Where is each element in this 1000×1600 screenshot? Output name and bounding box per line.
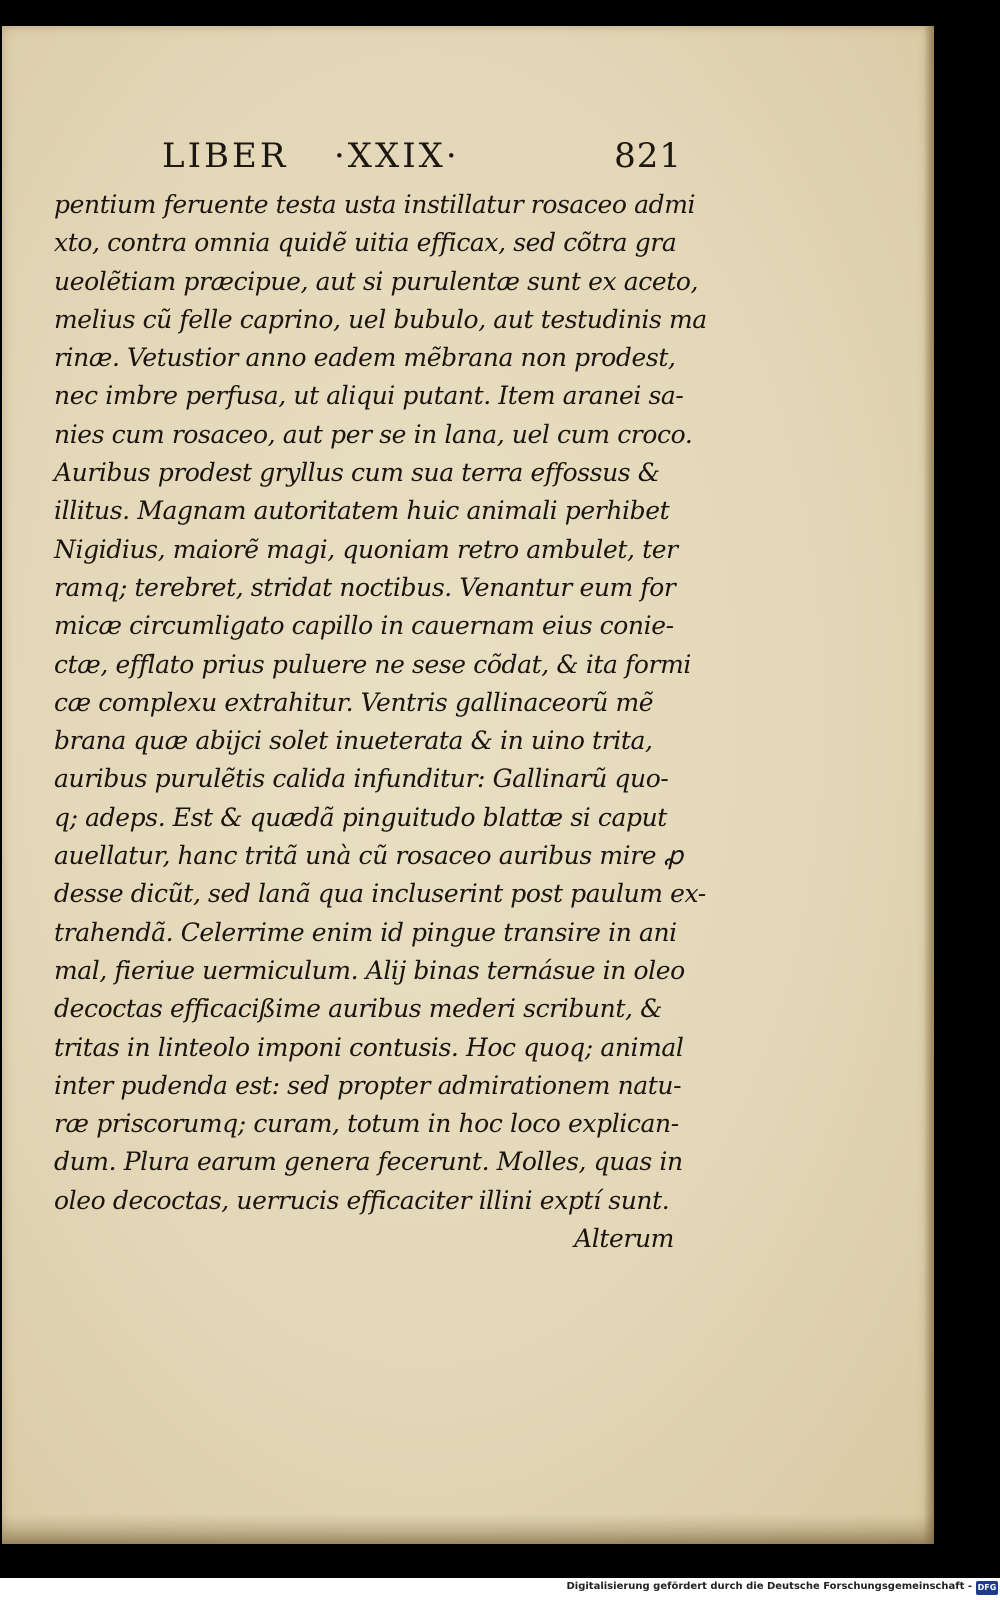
text-line: decoctas efficacißime auribus mederi scribunt, &: [54, 994, 662, 1024]
text-line: melius cũ felle caprino, uel bubulo, aut testudinis ma: [54, 304, 707, 334]
text-line: Nigidius, maiorẽ magi, quoniam retro ambulet, ter: [54, 534, 678, 564]
text-line: cæ complexu extrahitur. Ventris gallinaceorũ mẽ: [54, 687, 654, 717]
text-line: auellatur, hanc tritã unà cũ rosaceo auribus mire ꝓ: [54, 841, 683, 871]
text-line: micæ circumligato capillo in cauernam eius conie-: [54, 611, 674, 641]
text-line: Auribus prodest gryllus cum sua terra effossus &: [54, 458, 660, 488]
text-line: tritas in linteolo imponi contusis. Hoc quoq; animal: [54, 1032, 684, 1062]
text-line: nies cum rosaceo, aut per se in lana, uel cum croco.: [54, 419, 693, 449]
text-line: nec imbre perfusa, ut aliqui putant. Item aranei sa-: [54, 381, 684, 411]
footer-bar: [0, 1578, 1000, 1600]
page-edge-shadow: [924, 26, 934, 1544]
running-head: [162, 136, 682, 186]
text-line: trahendã. Celerrime enim id pingue transire in ani: [54, 917, 677, 947]
text-line: q; adeps. Est & quædã pinguitudo blattæ si caput: [54, 802, 667, 832]
running-head-liber: LIBER: [162, 136, 289, 176]
text-line: brana quæ abijci solet inueterata & in uino trita,: [54, 726, 653, 756]
text-line: auribus purulẽtis calida infunditur: Gallinarũ quo-: [54, 764, 669, 794]
text-line: desse dicũt, sed lanã qua incluserint post paulum ex-: [54, 879, 706, 909]
page-bottom-shadow: [2, 1514, 934, 1544]
running-head-book-number: ·XXIX·: [334, 136, 460, 176]
text-line: inter pudenda est: sed propter admirationem natu-: [54, 1070, 682, 1100]
text-line: ramq; terebret, stridat noctibus. Venantur eum for: [54, 572, 676, 602]
text-line: mal, fieriue uermiculum. Alij binas ternásue in oleo: [54, 955, 685, 985]
dfg-logo: DFG: [976, 1581, 998, 1595]
text-block: [54, 186, 707, 1258]
text-line: oleo decoctas, uerrucis efficaciter illini exptí sunt.: [54, 1185, 670, 1215]
funding-credit: Digitalisierung gefördert durch die Deutsche Forschungsgemeinschaft -: [566, 1581, 972, 1592]
text-line: xto, contra omnia quidẽ uitia efficax, sed cõtra gra: [54, 228, 677, 258]
catchword: Alterum: [574, 1224, 674, 1254]
book-page: [2, 26, 934, 1544]
text-line: dum. Plura earum genera fecerunt. Molles, quas in: [54, 1147, 683, 1177]
text-line: rinæ. Vetustior anno eadem mẽbrana non prodest,: [54, 343, 676, 373]
text-line: illitus. Magnam autoritatem huic animali perhibet: [54, 496, 670, 526]
text-line: ctæ, efflato prius puluere ne sese cõdat, & ita formi: [54, 649, 691, 679]
text-line: ueolẽtiam præcipue, aut si purulentæ sunt ex aceto,: [54, 266, 699, 296]
text-line: pentium feruente testa usta instillatur rosaceo admi: [54, 190, 696, 219]
folio-number: 821: [614, 136, 682, 176]
text-line: ræ priscorumq; curam, totum in hoc loco explican-: [54, 1109, 679, 1139]
